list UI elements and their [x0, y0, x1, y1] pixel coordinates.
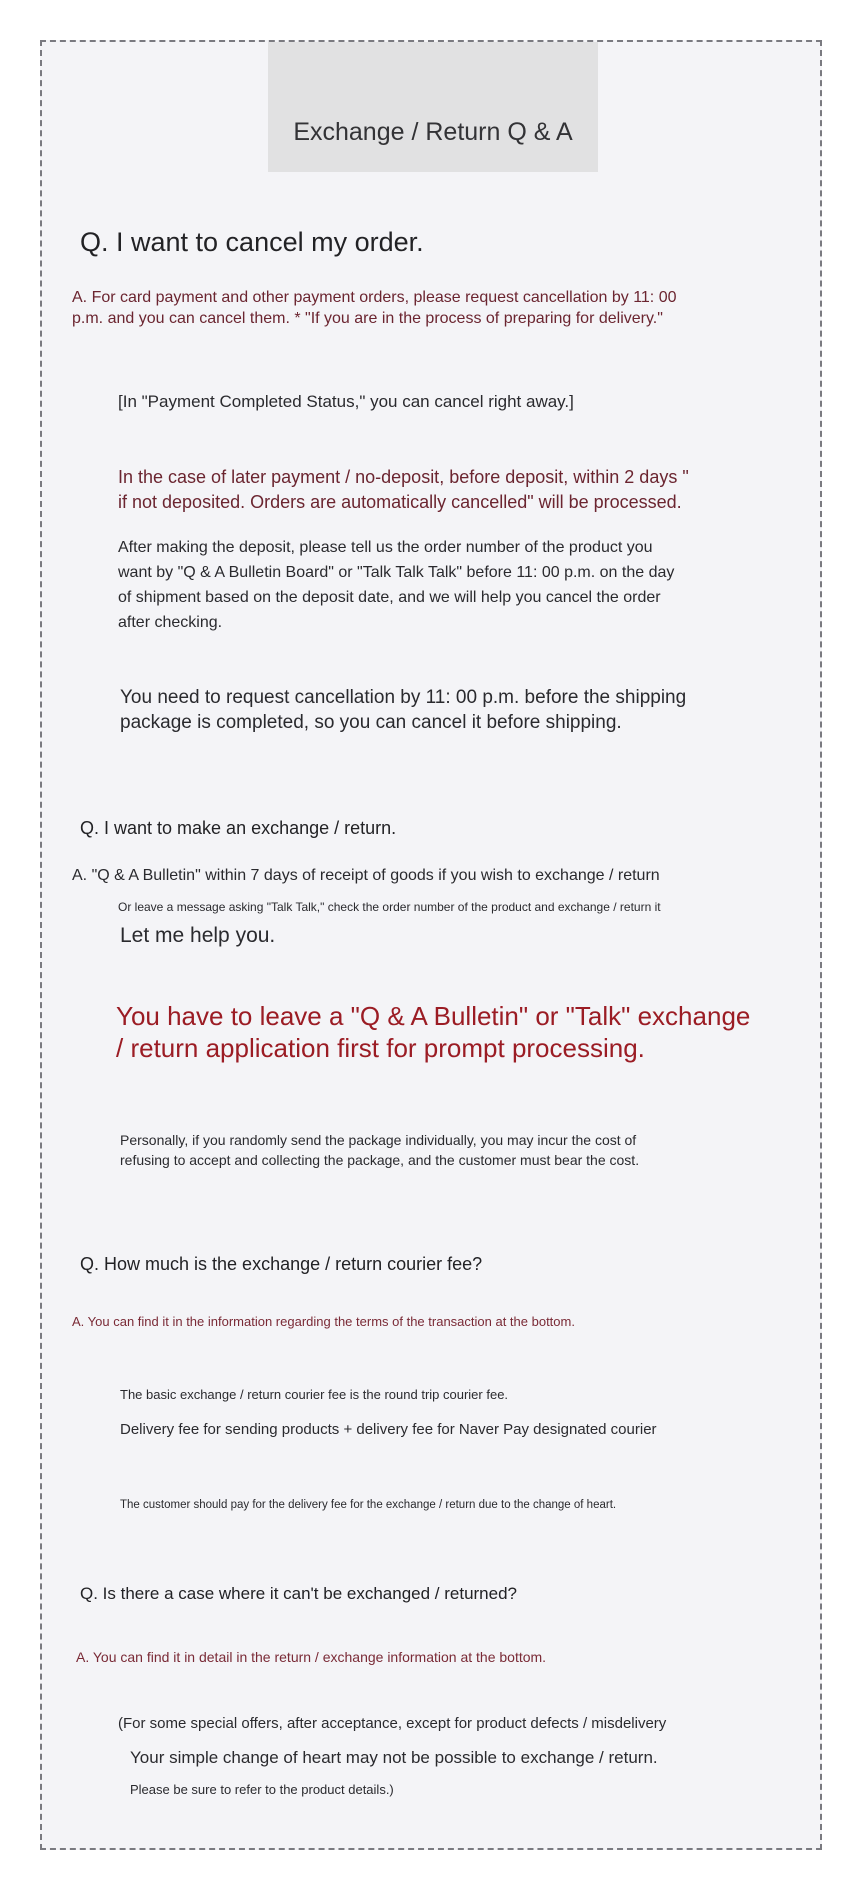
help-text: Let me help you. — [120, 924, 276, 947]
deadline-line1: You need to request cancellation by 11: 00 p.m. before the shipping — [120, 687, 687, 708]
deposit-line4: after checking. — [118, 614, 223, 631]
question-no-exchange: Q. Is there a case where it can't be exchanged / returned? — [80, 1584, 518, 1603]
personal-line2: refusing to accept and collecting the package, and the customer must bear the cost. — [120, 1152, 640, 1168]
later-payment-line1: In the case of later payment / no-deposit, before deposit, within 2 days " — [118, 467, 689, 487]
special-offers-note: (For some special offers, after acceptance, except for product defects / misdelivery — [118, 1715, 667, 1732]
answer-fee: A. You can find it in the information regarding the terms of the transaction at the bottom. — [72, 1314, 575, 1329]
page-title: Exchange / Return Q & A — [293, 117, 573, 146]
later-payment-line2: if not deposited. Orders are automatically cancelled" will be processed. — [118, 492, 682, 512]
question-fee: Q. How much is the exchange / return courier fee? — [80, 1254, 483, 1274]
payment-completed-note: [In "Payment Completed Status," you can cancel right away.] — [118, 392, 574, 411]
deadline-line2: package is completed, so you can cancel it before shipping. — [120, 712, 622, 733]
answer-cancel-line2: p.m. and you can cancel them. * "If you are in the process of preparing for delivery." — [72, 310, 663, 327]
leave-message-note: Or leave a message asking "Talk Talk," check the order number of the product and exchange / return it — [118, 900, 661, 914]
deposit-line3: of shipment based on the deposit date, and we will help you cancel the order — [118, 589, 661, 606]
personal-line1: Personally, if you randomly send the package individually, you may incur the cost of — [120, 1132, 637, 1148]
deposit-line2: want by "Q & A Bulletin Board" or "Talk Talk Talk" before 11: 00 p.m. on the day — [118, 564, 675, 581]
answer-cancel-line1: A. For card payment and other payment orders, please request cancellation by 11: 00 — [72, 289, 677, 306]
customer-pays-note: The customer should pay for the delivery fee for the exchange / return due to the change of heart. — [120, 1499, 617, 1511]
title-banner — [268, 42, 598, 172]
answer-exchange: A. "Q & A Bulletin" within 7 days of receipt of goods if you wish to exchange / return — [72, 867, 660, 884]
question-exchange: Q. I want to make an exchange / return. — [80, 818, 397, 838]
question-cancel: Q. I want to cancel my order. — [80, 227, 424, 257]
warning-line2: / return application first for prompt processing. — [116, 1033, 645, 1063]
delivery-fee-note: Delivery fee for sending products + delivery fee for Naver Pay designated courier — [120, 1421, 657, 1438]
basic-fee-note: The basic exchange / return courier fee is the round trip courier fee. — [120, 1387, 509, 1402]
deposit-line1: After making the deposit, please tell us the order number of the product you — [118, 539, 653, 556]
answer-no-exchange: A. You can find it in detail in the return / exchange information at the bottom. — [76, 1649, 547, 1665]
warning-line1: You have to leave a "Q & A Bulletin" or "Talk" exchange — [116, 1001, 751, 1031]
refer-details-note: Please be sure to refer to the product details.) — [130, 1782, 394, 1797]
change-of-heart-note: Your simple change of heart may not be possible to exchange / return. — [130, 1748, 658, 1767]
qa-panel — [40, 40, 822, 1850]
